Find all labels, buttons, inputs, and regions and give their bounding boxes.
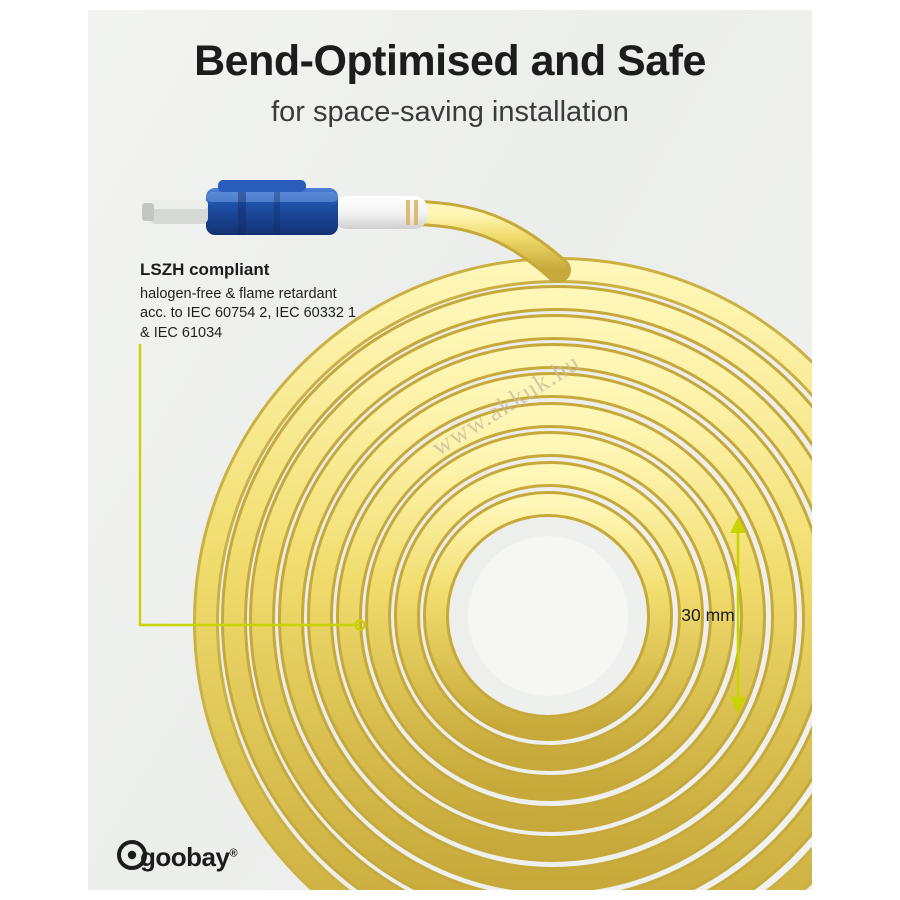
watermark-text: www.akkuk.hu (426, 347, 586, 462)
lszh-callout (140, 260, 470, 343)
registered-mark: ® (229, 847, 238, 860)
lszh-callout-title: LSZH compliant (140, 260, 270, 279)
page-title: Bend-Optimised and Safe (194, 37, 706, 85)
diameter-dimension-label: 30 mm (681, 605, 735, 625)
product-photo (88, 10, 812, 890)
callout-leader-line (128, 340, 388, 640)
lszh-callout-line-2: acc. to IEC 60754 2, IEC 60332 1 (140, 305, 357, 322)
page-subtitle: for space-saving installation (271, 96, 629, 128)
brand-name-text: goobay (140, 842, 230, 872)
lszh-callout-line-1: halogen-free & flame retardant (140, 286, 337, 302)
lszh-callout-line-3: & IEC 61034 (140, 324, 223, 341)
brand-name (140, 842, 237, 873)
